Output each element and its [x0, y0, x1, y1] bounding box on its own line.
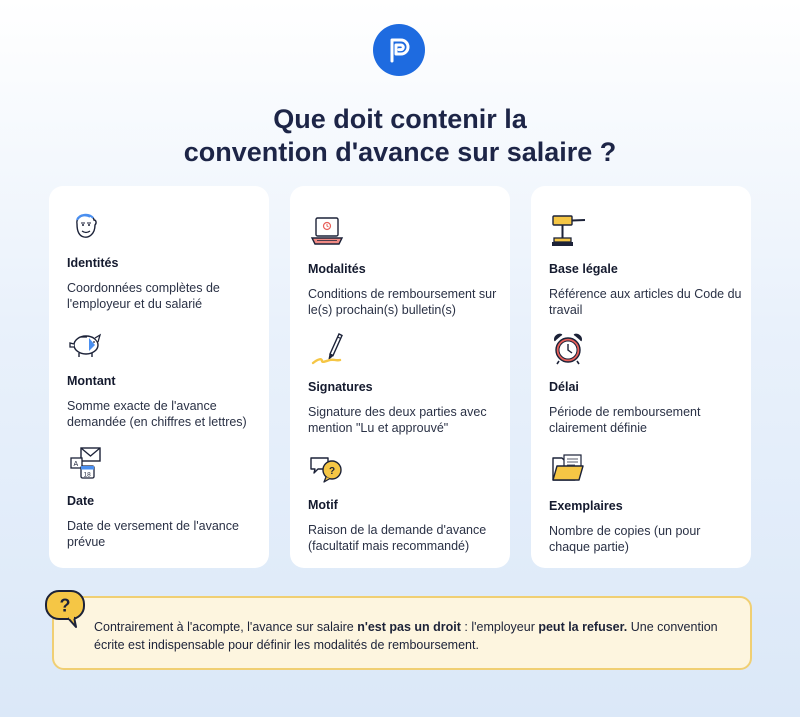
- item-motif: [308, 448, 503, 554]
- item-title: Identités: [67, 256, 119, 270]
- question-bubble-icon: [43, 588, 89, 630]
- note-text-part-1: Contrairement à l'acompte, l'avance sur salaire: [94, 620, 358, 634]
- item-title: Exemplaires: [549, 499, 623, 513]
- item-exemplaires: [549, 449, 744, 555]
- note-text-part-3: Une convention écrite est indispensable pour définir les modalités de remboursement.: [94, 620, 718, 652]
- page-title: [0, 103, 800, 169]
- item-identites: [67, 206, 262, 312]
- item-title: Base légale: [549, 262, 618, 276]
- item-description: Période de remboursement clairement définie: [549, 405, 701, 435]
- alarm-clock-icon: [549, 330, 587, 368]
- calendar-mail-icon: [67, 444, 105, 482]
- item-description: Somme exacte de l'avance demandée (en chiffres et lettres): [67, 399, 247, 429]
- note-bold-not-a-right: n'est pas un droit: [357, 620, 461, 634]
- speech-bubbles-icon: [308, 448, 346, 486]
- brand-logo-icon: [384, 35, 414, 65]
- item-modalites: [308, 212, 503, 318]
- item-title: Date: [67, 494, 95, 508]
- card-modalites: [290, 186, 510, 568]
- brand-logo: [373, 24, 425, 76]
- pen-signature-icon: [308, 330, 346, 368]
- item-title: Motif: [308, 498, 338, 512]
- item-title: Montant: [67, 374, 116, 388]
- svg-text:A: A: [73, 461, 79, 468]
- item-description: Signature des deux parties avec mention "Lu et approuvé": [308, 405, 487, 435]
- item-delai: [549, 330, 744, 436]
- question-bubble-text: ?: [59, 595, 71, 616]
- svg-text:?: ?: [329, 466, 336, 477]
- item-montant: [67, 324, 262, 430]
- page-title-line-2: convention d'avance sur salaire ?: [183, 137, 617, 167]
- card-parties: [49, 186, 269, 568]
- item-title: Modalités: [308, 262, 366, 276]
- item-description: Nombre de copies (un pour chaque partie): [549, 524, 701, 554]
- item-description: Référence aux articles du Code du travail: [549, 287, 742, 317]
- page-title-line-1: Que doit contenir la: [273, 104, 527, 134]
- item-description: Date de versement de l'avance prévue: [67, 519, 239, 549]
- face-icon: [67, 206, 105, 244]
- item-signatures: [308, 330, 503, 436]
- note-text: [94, 618, 734, 654]
- piggy-bank-icon: [67, 324, 105, 362]
- item-date: [67, 444, 262, 550]
- note-text-part-2: : l'employeur: [460, 620, 539, 634]
- gavel-icon: [549, 212, 587, 250]
- item-description: Conditions de remboursement sur le(s) prochain(s) bulletin(s): [308, 287, 497, 317]
- item-description: Raison de la demande d'avance (facultatif mais recommandé): [308, 523, 487, 553]
- card-cadre: [531, 186, 751, 568]
- item-title: Signatures: [308, 380, 373, 394]
- laptop-icon: [308, 212, 346, 250]
- folder-icon: [549, 449, 587, 487]
- item-title: Délai: [549, 380, 579, 394]
- item-base-legale: [549, 212, 744, 318]
- info-note: [52, 596, 752, 670]
- note-bold-can-refuse: peut la refuser.: [538, 620, 628, 634]
- svg-text:18: 18: [83, 471, 91, 479]
- item-description: Coordonnées complètes de l'employeur et du salarié: [67, 281, 220, 311]
